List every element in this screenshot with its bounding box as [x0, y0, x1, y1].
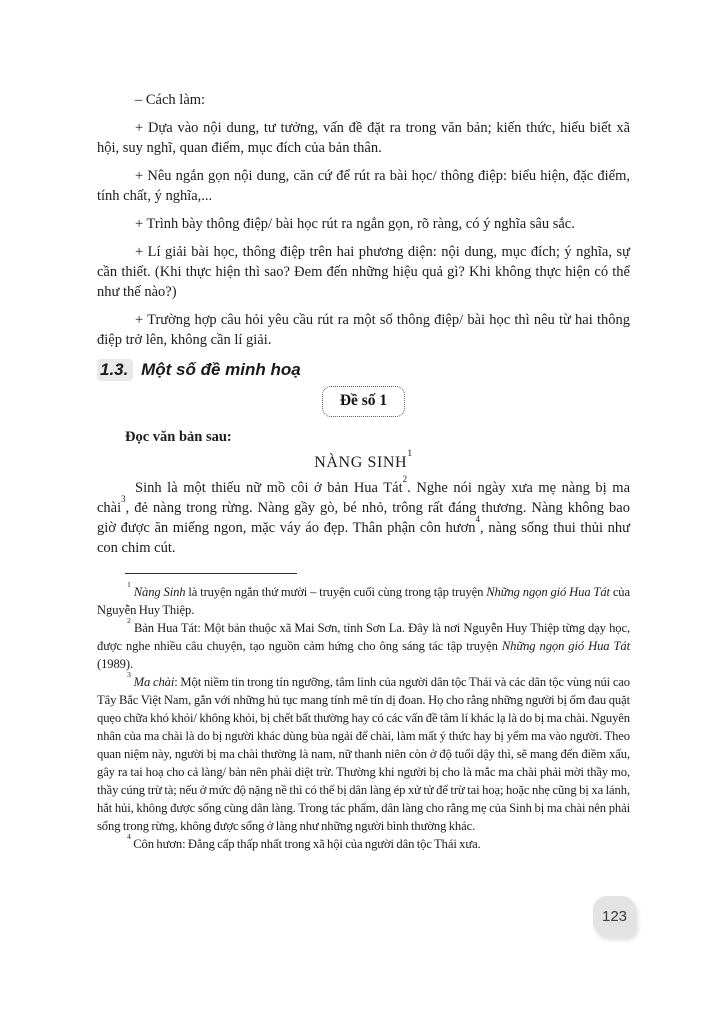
read-prompt: Đọc văn bản sau: — [125, 429, 232, 445]
exercise-box-row — [97, 386, 630, 417]
instruction-item-1: + Dựa vào nội dung, tư tưởng, vấn đề đặt ra trong văn bản; kiến thức, hiểu biết xã hội, suy nghĩ, quan điểm, mục đích của bản thân. — [97, 120, 630, 156]
instruction-item-3: + Trình bày thông điệp/ bài học rút ra ngắn gọn, rõ ràng, có ý nghĩa sâu sắc. — [135, 216, 575, 232]
section-title: Một số đề minh hoạ — [141, 360, 301, 379]
page-number: 123 — [601, 908, 628, 925]
section-heading — [97, 360, 630, 380]
footnote-3: $^3$ Ma chài: Một niềm tin trong tín ngưỡng, tâm linh của người dân tộc Thái và các dân tộc vùng núi cao Tây Bắc Việt Nam, gắn với những hủ tục mang tính mê tín dị đoan. Họ cho rằng những người bị ốm đau quặt quẹo chữa khó khỏi/ không khỏi, bị chết bất thường hay có các vấn đề tâm lí khác lạ là do bị ma chài. Nguyên nhân của ma chài là do bị người khác dùng bùa ngải để chài, làm mất ý thức hay bị yểm ma vào người. Theo quan niệm này, người bị ma chài thường là nam, nữ thanh niên còn ở độ tuổi dậy thì, sẽ mang đến điềm xấu, gây ra tai hoạ cho cả làng/ bản nên phải diệt trừ. Thường khi người bị cho là mắc ma chài phải mời thầy mo, thầy cúng trừ tà; nếu ở mức độ nặng nề thì có thể bị dân làng ép xử tử để trừ tai hoạ; hoặc nhẹ cũng bị xa lánh, hắt hủi, không được sống cùng dân làng. Trong tác phẩm, dân làng cho rằng mẹ của Sinh bị ma chài nên phải sống trong rừng, không được sống ở làng như những người bình thường khác. — [97, 670, 630, 833]
instruction-item-4: + Lí giải bài học, thông điệp trên hai phương diện: nội dung, mục đích; ý nghĩa, sự cần thiết. (Khi thực hiện thì sao? Đem đến những hiệu quả gì? Khi không thực hiện có thể như thế nào?) — [97, 244, 630, 300]
section-number: 1.3. — [97, 359, 133, 381]
how-to-intro: – Cách làm: — [135, 92, 206, 108]
instruction-item-5: + Trường hợp câu hỏi yêu cầu rút ra một số thông điệp/ bài học thì nêu từ hai thông điệp trở lên, không cần lí giải. — [97, 312, 630, 348]
footnote-4: $^4$ Côn hươn: Đẳng cấp thấp nhất trong xã hội của người dân tộc Thái xưa. — [127, 832, 481, 851]
footnote-1: $^1$ Nàng Sinh là truyện ngắn thứ mười – truyện cuối cùng trong tập truyện Những ngọn gió Hua Tát của Nguyễn Huy Thiệp. — [97, 580, 630, 617]
page-number-tab — [593, 896, 636, 937]
footnote-2: $^2$ Bản Hua Tát: Một bản thuộc xã Mai Sơn, tỉnh Sơn La. Đây là nơi Nguyễn Huy Thiệp từng dạy học, được nghe nhiều câu chuyện, tạo nguồn cảm hứng cho ông sáng tác tập truyện Những ngọn gió Hua Tát (1989). — [97, 616, 630, 671]
story-title: NÀNG SINH$^1$ — [314, 448, 413, 471]
footnote-separator — [125, 573, 297, 574]
instruction-item-2: + Nêu ngắn gọn nội dung, căn cứ để rút ra bài học/ thông điệp: biểu hiện, đặc điểm, tính chất, ý nghĩa,... — [97, 168, 630, 204]
exercise-number-box: Đề số 1 — [322, 386, 405, 417]
story-paragraph: Sinh là một thiếu nữ mồ côi ở bản Hua Tát$^2$. Nghe nói ngày xưa mẹ nàng bị ma chài$^3$, đẻ nàng trong rừng. Nàng gầy gò, bé nhỏ, trông rất đáng thương. Nàng không bao giờ được ăn miếng ngon, mặc váy áo đẹp. Thân phận côn hươn$^4$, nàng sống thui thủi như con chim cút. — [97, 474, 631, 556]
